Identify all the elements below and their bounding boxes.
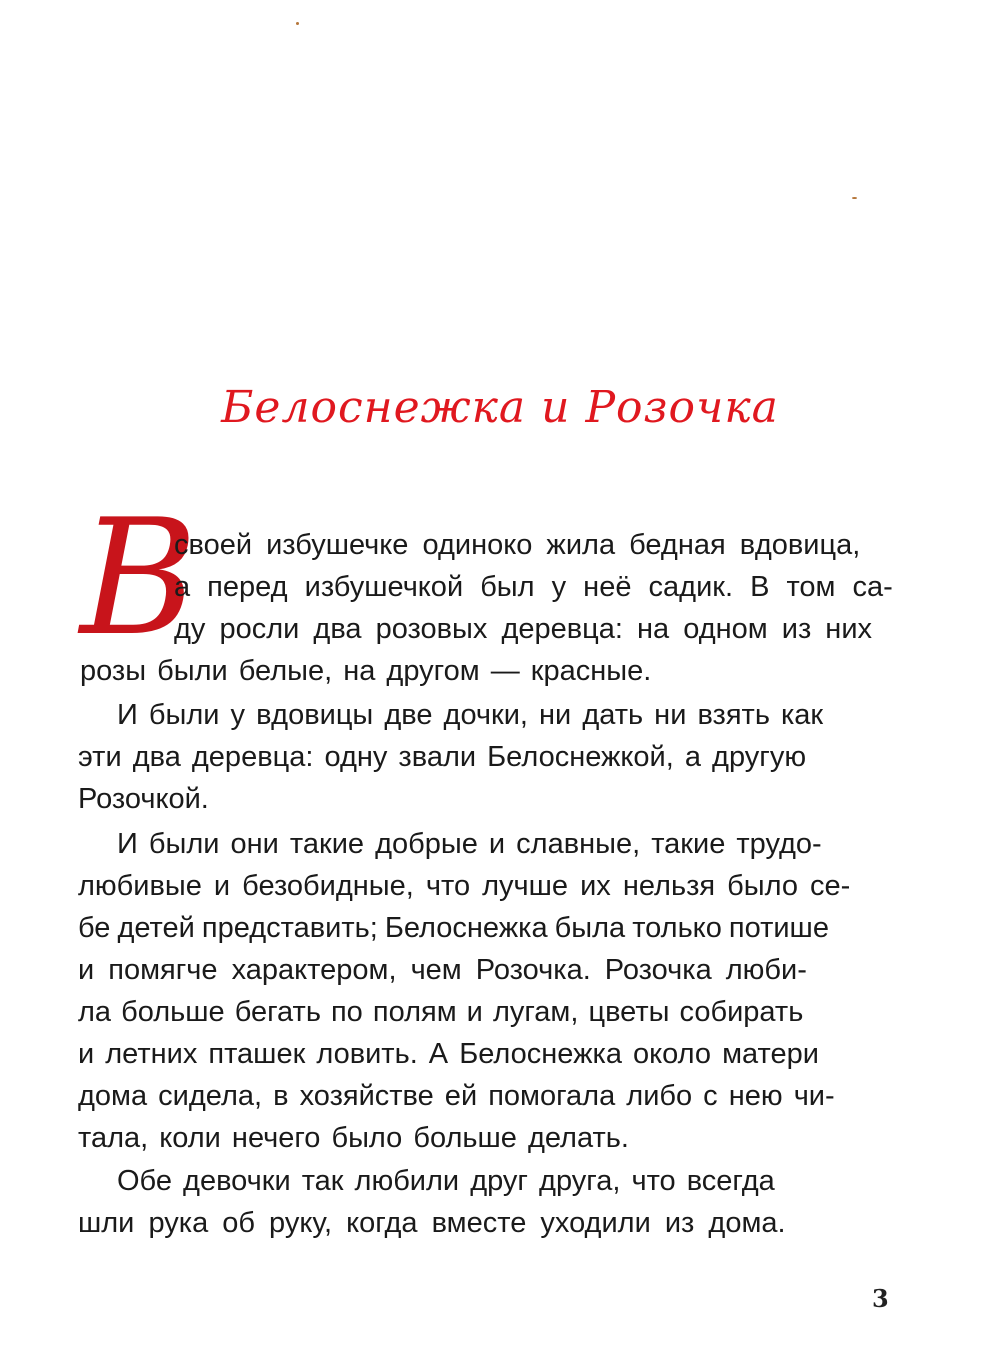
text-line: шли рука об руку, когда вместе уходили из дома. [78,1207,786,1239]
text-line: Розочкой. [78,783,209,815]
text-line: а перед избушечкой был у неё садик. В том са- [174,571,893,603]
paper-speck [852,197,857,199]
text-line: и помягче характером, чем Розочка. Розочка люби- [78,954,807,986]
text-line: ла больше бегать по полям и лугам, цветы собирать [78,996,804,1028]
text-line: бе детей представить; Белоснежка была только потише [78,912,829,944]
text-line: любивые и безобидные, что лучше их нельзя было се- [78,870,851,902]
text-line: эти два деревца: одну звали Белоснежкой, а другую [78,741,807,773]
text-line: розы были белые, на другом — красные. [80,655,652,687]
drop-cap: В [80,484,198,671]
text-line: своей избушечке одиноко жила бедная вдовица, [174,529,861,561]
text-line: И были у вдовицы две дочки, ни дать ни взять как [117,699,824,731]
text-line: дома сидела, в хозяйстве ей помогала либо с нею чи- [78,1080,835,1112]
story-title: Белоснежка и Розочка [221,382,779,433]
text-line: И были они такие добрые и славные, такие трудо- [117,828,822,860]
text-line: и летних пташек ловить. А Белоснежка около матери [78,1038,819,1070]
text-line: ду росли два розовых деревца: на одном из них [174,613,873,645]
page-number: 3 [872,1284,889,1313]
paper-speck [296,22,299,25]
text-line: Обе девочки так любили друг друга, что всегда [117,1165,775,1197]
text-line: тала, коли нечего было больше делать. [78,1122,629,1154]
